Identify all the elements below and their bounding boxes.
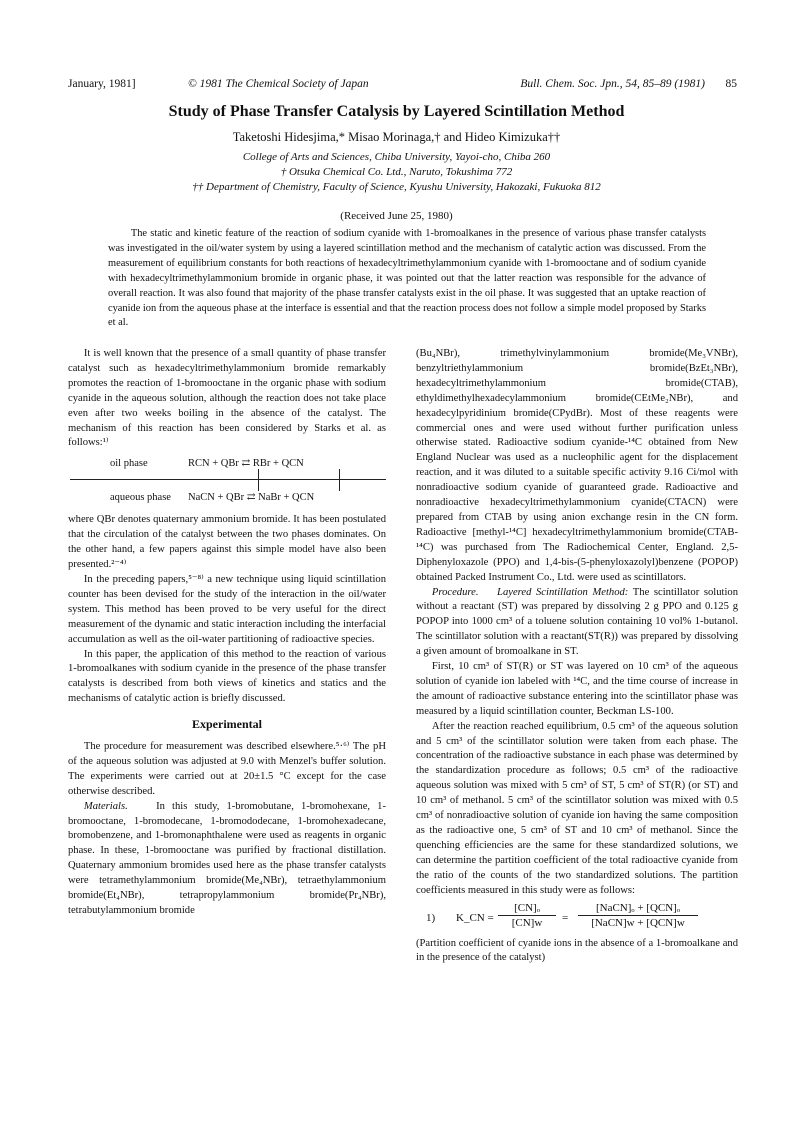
experimental-paragraph-1: The procedure for measurement was described elsewhere.⁵⋅⁶⁾ The pH of the aqueous solution was adjusted at 9.0 with Menzel's buffer solution. The experiments were carried out at 20±1.5 °C except for the case otherwise described.	[68, 741, 386, 797]
equation-number: 1)	[426, 911, 436, 924]
left-column	[68, 347, 386, 919]
procedure-label: Procedure.	[431, 586, 479, 598]
procedure-paragraph	[416, 586, 738, 661]
oil-phase-reaction: RCN + QBr ⇄ RBr + QCN	[188, 458, 304, 470]
materials-paragraph	[68, 800, 386, 919]
procedure-first-paragraph: First, 10 cm³ of ST(R) or ST was layered on 10 cm³ of the aqueous solution of cyanide ion labeled with ¹⁴C, and the time course of increase in the amount of radioactive substance entering into the scintillator phase was measured by a liquid scintillation counter, Beckman LS-100.	[416, 661, 738, 717]
reaction-scheme	[68, 453, 386, 511]
page-number: 85	[725, 78, 737, 90]
intro-paragraph-3: In the preceding papers,⁵⁻⁸⁾ a new technique using liquid scintillation counter has been devised for the study of the interaction in the oil/water system. This method has been proved to be very useful for the direct measurement of the dynamic and static interaction including the interfacial accumulation as well as the oil-water partitioning of radioactive species.	[68, 573, 386, 645]
procedure-text: The scintillator solution without a reactant (ST) was prepared by dissolving 2 g PPO and 0.125 g POPOP into 1000 cm³ of a toluene solution containing 10 vol% 1-butanol. The scintillator solution with a reactant(ST(R)) was prepared by dissolving a given amount of bromoalkane in ST.	[416, 586, 739, 658]
author-list: Taketoshi Hidesjima,* Misao Morinaga,† and Hideo Kimizuka††	[232, 130, 561, 144]
affiliation-2: † Otsuka Chemical Co. Ltd., Naruto, Tokushima 772	[280, 166, 513, 178]
intro-paragraph-4: In this paper, the application of this method to the reaction of various 1-bromoalkanes with sodium cyanide in the presence of the phase transfer catalysts is described from both views of kinetics and statics and the mechanisms of catalytic action is briefly discussed.	[68, 648, 386, 705]
fraction-2	[578, 901, 698, 930]
paper-title: Study of Phase Transfer Catalysis by Layered Scintillation Method	[168, 103, 625, 120]
fraction-2-denominator: [NaCN]w + [QCN]w	[591, 916, 685, 929]
right-column	[416, 347, 738, 966]
procedure-equilibrium-paragraph: After the reaction reached equilibrium, 0.5 cm³ of the aqueous solution and 5 cm³ of the scintillator solution were taken from each phase. The concentration of the radioactive substance in each phase was determined by the standardization procedure as follows; 0.5 cm³ of the radioactive aqueous solution was mixed with 5 cm³ of ST, 5 cm³ of ST(R) (or ST) and 10 cm³ of methanol. 5 cm³ of the scintillator solution was mixed with 0.5 cm³ of nonradioactive solution of cyanide ion having the same composition as the radioactive one, 5 cm³ of ST and 10 cm³ of methanol. Since the quenching efficiencies are the same for these standardized solutions, we can determine the partition coefficient of the total radioactive cyanide from the ratio of the counts of the two standardized solutions. The partition coefficients measured in this study were as follows:	[416, 720, 738, 896]
materials-text: In this study, 1-bromobutane, 1-bromohexane, 1-bromooctane, 1-bromodecane, 1-bromododecane, 1-bromohexadecane, bromobenzene, and 1-bromonaphthalene were used as reagents in organic phase. In these, 1-bromooctane was purified by fractional distillation. Quaternary ammonium bromides used here as the phase transfer catalysts were tetramethylammonium bromide(Me₄NBr), tetraethylammonium bromide(Et₄NBr), tetrapropylammonium bromide(Pr₄NBr), tetrabutylammonium bromide	[68, 800, 386, 916]
transfer-arrow-qcn	[339, 469, 340, 491]
journal-citation: Bull. Chem. Soc. Jpn., 54, 85–89 (1981)	[520, 78, 705, 90]
oil-phase-label: oil phase	[110, 458, 148, 470]
transfer-arrow-qbr	[258, 469, 259, 491]
equation-note: (Partition coefficient of cyanide ions in the absence of a 1-bromoalkane and in the presence of the catalyst)	[416, 937, 738, 964]
aqueous-phase-label: aqueous phase	[110, 492, 171, 504]
fraction-2-numerator: [NaCN]ₒ + [QCN]ₒ	[578, 901, 698, 916]
materials-label: Materials.	[83, 800, 128, 812]
fraction-1	[498, 901, 556, 930]
received-date: (Received June 25, 1980)	[340, 210, 453, 222]
procedure-subheading: Layered Scintillation Method:	[497, 586, 629, 598]
fraction-1-denominator: [CN]w	[511, 916, 543, 929]
equation-lhs: K_CN =	[456, 911, 494, 924]
affiliation-3: †† Department of Chemistry, Faculty of Science, Kyushu University, Hakozaki, Fukuoka 812	[192, 181, 601, 193]
intro-paragraph-1: It is well known that the presence of a small quantity of phase transfer catalyst such as hexadecyltrimethylammonium bromide remarkably promotes the reaction of 1-bromooctane in the organic phase with sodium cyanide in the aqueous solution, although the reaction does not take place even after two weeks boiling in the absence of the catalyst. The mechanism of this reaction has been considered by Starks et al. as follows:¹⁾	[68, 348, 386, 449]
issue-date: January, 1981]	[68, 78, 136, 90]
abstract: The static and kinetic feature of the reaction of sodium cyanide with 1-bromoalkanes in the presence of various phase transfer catalysts was investigated in the oil/water system by using a layered scintillation method and the mechanism of catalytic action was discussed. From the measurement of equilibrium constants for both reactions of hexadecyltrimethylammonium cyanide with 1-bromooctane and of sodium cyanide with hexadecyltrimethylammonium bromide in organic phase, it was pointed out that the latter reaction was responsible for the advance of overall reaction. It was also found that majority of the phase transfer catalysts exist in the oil phase. It was suggested that an uptake reaction of cyanide ion from the aqueous phase at the interface is essential and that the reaction process does not follow a simple model proposed by Starks et al.	[108, 228, 706, 329]
equation-1	[416, 901, 738, 935]
fraction-1-numerator: [CN]ₒ	[498, 901, 556, 916]
materials-continued: (Bu₄NBr), trimethylvinylammonium bromide(Me₃VNBr), benzyltriethylammonium bromide(BzEt₃NBr), hexadecyltrimethylammonium bromide(CTAB), ethyldimethylhexadecylammonium bromide(CEtMe₂NBr), and hexadecylpyridinium bromide(CPydBr). Most of these reagents were commercial ones and were used without further purification unless otherwise stated. Radioactive sodium cyanide-¹⁴C obtained from New England Nuclear was used as a nucleophilic agent for the displacement reaction, and it was diluted to a suitable specific activity 9.16 Ci/mol with nonradioactive sodium cyanide of guaranteed grade. Radioactive and nonradioactive hexadecyltrimethylammonium cyanide(CTACN) were prepared from CTAB by using anion exchange resin in the CN form. Radioactive [methyl-¹⁴C] hexadecyltrimethylammonium bromide(CTAB-¹⁴C) was purchased from The Radiochemical Center, England. 2,5-Diphenyloxazole (PPO) and 1,4-bis-(5-phenyloxazolyl)benzene (POPOP) obtained Packed Instrument Co., Ltd. were used as scintillators.	[416, 348, 738, 583]
aqueous-phase-reaction: NaCN + QBr ⇄ NaBr + QCN	[188, 492, 315, 504]
affiliation-1: College of Arts and Sciences, Chiba University, Yayoi-cho, Chiba 260	[242, 151, 551, 163]
copyright-notice: © 1981 The Chemical Society of Japan	[188, 78, 369, 90]
running-header	[68, 76, 737, 92]
equals-sign: =	[562, 911, 569, 924]
section-heading-experimental: Experimental	[192, 717, 262, 732]
intro-paragraph-2: where QBr denotes quaternary ammonium bromide. It has been postulated that the circulation of the catalyst between the two phases dominates. On the other hand, a few papers against this simple model have also been presented.²⁻⁴⁾	[68, 514, 386, 571]
interface-line	[70, 479, 386, 480]
